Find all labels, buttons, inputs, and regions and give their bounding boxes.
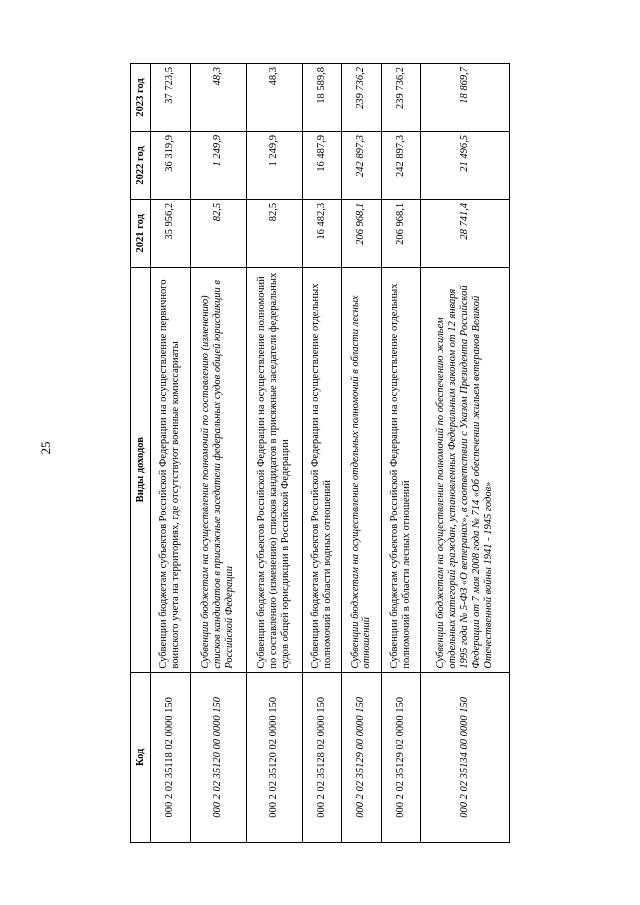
- row-description: Субвенции бюджетам на осуществление полномочий по обеспечению жильем отдельных категорий граждан, установленных Федеральным законом от 12 января 1995 года № 5-ФЗ «О ветеранах», в соответствии с Указом Президента Российской Федерации от 7 мая 2008 года № 714 «Об обеспечении жильем ветеранов Великой Отечественной войны 1941 - 1945 годов»: [421, 267, 510, 672]
- table-row: [190, 64, 246, 843]
- page-number: 25: [38, 441, 53, 455]
- row-value-2023: 239 736,2: [381, 64, 421, 132]
- header-description: Виды доходов: [131, 267, 151, 672]
- row-description: Субвенции бюджетам на осуществление отдельных полномочий в области лесных отношений: [342, 267, 382, 672]
- header-2022: 2022 год: [131, 131, 151, 199]
- row-code: 000 2 02 35128 02 0000 150: [302, 672, 342, 842]
- table-row: [302, 64, 342, 843]
- table-row: [381, 64, 421, 843]
- row-code: 000 2 02 35129 02 0000 150: [381, 672, 421, 842]
- row-code: 000 2 02 35118 02 0000 150: [151, 672, 191, 842]
- row-description: Субвенции бюджетам субъектов Российской Федерации на осуществление отдельных полномочий в области лесных отношений: [381, 267, 421, 672]
- row-value-2022: 16 487,9: [302, 131, 342, 199]
- row-value-2022: 1 249,9: [246, 131, 302, 199]
- row-value-2021: 28 741,4: [421, 199, 510, 267]
- row-value-2021: 82,5: [190, 199, 246, 267]
- row-code: 000 2 02 35120 00 0000 150: [190, 672, 246, 842]
- row-value-2021: 206 968,1: [381, 199, 421, 267]
- row-value-2023: 48,3: [190, 64, 246, 132]
- row-value-2023: 37 723,5: [151, 64, 191, 132]
- row-value-2021: 35 956,2: [151, 199, 191, 267]
- row-description: Субвенции бюджетам субъектов Российской Федерации на осуществление полномочий по составлению (изменению) списков кандидатов в присяжные заседатели федеральных судов общей юрисдикции в Российской Федерации: [246, 267, 302, 672]
- table-header-row: [131, 64, 151, 843]
- row-value-2021: 82,5: [246, 199, 302, 267]
- row-value-2021: 16 482,3: [302, 199, 342, 267]
- table-row: [246, 64, 302, 843]
- row-value-2023: 239 736,2: [342, 64, 382, 132]
- revenue-table: [130, 63, 510, 843]
- table-body: [151, 64, 510, 843]
- row-value-2022: 242 897,3: [381, 131, 421, 199]
- row-value-2022: 36 319,9: [151, 131, 191, 199]
- header-code: Код: [131, 672, 151, 842]
- row-description: Субвенции бюджетам субъектов Российской Федерации на осуществление отдельных полномочий в области водных отношений: [302, 267, 342, 672]
- table-row: [342, 64, 382, 843]
- header-2023: 2023 год: [131, 64, 151, 132]
- row-code: 000 2 02 35134 00 0000 150: [421, 672, 510, 842]
- table-row: [421, 64, 510, 843]
- row-value-2023: 18 589,8: [302, 64, 342, 132]
- rotated-table-container: [130, 63, 510, 843]
- row-value-2022: 1 249,9: [190, 131, 246, 199]
- row-description: Субвенции бюджетам на осуществление полномочий по составлению (изменению) списков кандидатов в присяжные заседатели федеральных судов общей юрисдикции в Российской Федерации: [190, 267, 246, 672]
- row-code: 000 2 02 35129 00 0000 150: [342, 672, 382, 842]
- row-value-2023: 18 869,7: [421, 64, 510, 132]
- row-value-2022: 242 897,3: [342, 131, 382, 199]
- row-code: 000 2 02 35120 02 0000 150: [246, 672, 302, 842]
- row-value-2023: 48,3: [246, 64, 302, 132]
- row-value-2022: 21 496,5: [421, 131, 510, 199]
- header-2021: 2021 год: [131, 199, 151, 267]
- row-value-2021: 206 968,1: [342, 199, 382, 267]
- table-row: [151, 64, 191, 843]
- row-description: Субвенции бюджетам субъектов Российской Федерации на осуществление первичного воинского учета на территориях, где отсутствуют военные комиссариаты: [151, 267, 191, 672]
